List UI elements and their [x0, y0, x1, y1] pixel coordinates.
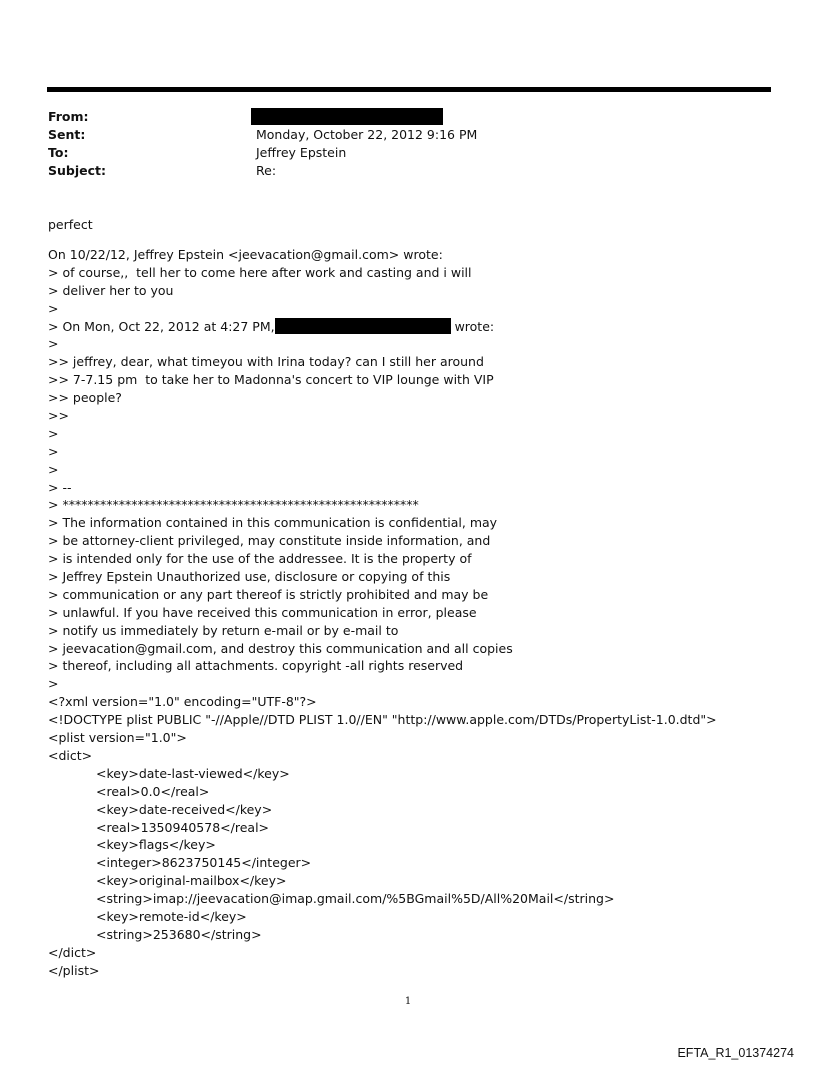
xml-line: <key>remote-id</key>: [96, 908, 247, 924]
body-line: On 10/22/12, Jeffrey Epstein <jeevacation@gmail.com> wrote:: [48, 247, 443, 262]
header-rule: [47, 87, 771, 92]
body-line: > *********************************************************: [48, 497, 419, 513]
xml-line: <key>flags</key>: [96, 837, 216, 853]
from-label: From:: [48, 109, 89, 124]
xml-line: <dict>: [48, 747, 93, 763]
body-line: > --: [48, 479, 72, 495]
body-line: > Jeffrey Epstein Unauthorized use, disclosure or copying of this: [48, 569, 451, 585]
body-line: >: [48, 443, 59, 459]
body-line: >: [48, 676, 59, 692]
document-id: EFTA_R1_01374274: [677, 1046, 794, 1060]
xml-line: <plist version="1.0">: [48, 730, 187, 746]
subject-label: Subject:: [48, 163, 106, 178]
redacted-line-suffix: wrote:: [450, 318, 495, 334]
redacted-quote-line: [48, 318, 788, 336]
xml-line: <!DOCTYPE plist PUBLIC "-//Apple//DTD PLIST 1.0//EN" "http://www.apple.com/DTDs/PropertyList-1.0.dtd">: [48, 712, 717, 728]
to-value: Jeffrey Epstein: [256, 145, 347, 160]
xml-line: <key>date-last-viewed</key>: [96, 765, 290, 781]
body-line: > jeevacation@gmail.com, and destroy this communication and all copies: [48, 640, 513, 656]
xml-line: <real>0.0</real>: [96, 783, 210, 799]
sender-redaction: [275, 318, 451, 334]
xml-line: <key>date-received</key>: [96, 801, 273, 817]
body-line: >: [48, 425, 59, 441]
body-line: > is intended only for the use of the addressee. It is the property of: [48, 551, 472, 567]
xml-line: <string>253680</string>: [96, 926, 262, 942]
body-line: >> people?: [48, 390, 122, 406]
body-line: >> jeffrey, dear, what timeyou with Irina today? can I still her around: [48, 354, 484, 370]
body-line: > thereof, including all attachments. copyright -all rights reserved: [48, 658, 464, 674]
xml-line: <key>original-mailbox</key>: [96, 873, 287, 889]
xml-line: <real>1350940578</real>: [96, 819, 270, 835]
body-line: >>: [48, 408, 69, 424]
sent-label: Sent:: [48, 127, 86, 142]
xml-line: </plist>: [48, 962, 100, 978]
xml-line: <integer>8623750145</integer>: [96, 855, 312, 871]
body-line: > be attorney-client privileged, may constitute inside information, and: [48, 533, 491, 549]
greeting-text: perfect: [48, 217, 93, 232]
body-line: > notify us immediately by return e-mail or by e-mail to: [48, 622, 399, 638]
xml-line: <string>imap://jeevacation@imap.gmail.com/%5BGmail%5D/All%20Mail</string>: [96, 891, 615, 907]
body-line: >: [48, 336, 59, 352]
sent-value: Monday, October 22, 2012 9:16 PM: [256, 127, 478, 142]
body-line: > unlawful. If you have received this communication in error, please: [48, 604, 477, 620]
xml-line: </dict>: [48, 944, 97, 960]
redacted-line-prefix: > On Mon, Oct 22, 2012 at 4:27 PM,: [48, 318, 275, 334]
email-body: [48, 246, 788, 980]
subject-value: Re:: [256, 163, 277, 178]
body-line: >: [48, 461, 59, 477]
body-line: > deliver her to you: [48, 282, 174, 298]
body-line: > of course,, tell her to come here after work and casting and i will: [48, 264, 472, 280]
page-number: 1: [404, 996, 412, 1007]
xml-line: <?xml version="1.0" encoding="UTF-8"?>: [48, 694, 317, 710]
body-line: > The information contained in this communication is confidential, may: [48, 515, 498, 531]
body-line: > communication or any part thereof is strictly prohibited and may be: [48, 586, 489, 602]
to-label: To:: [48, 145, 69, 160]
from-redaction: [251, 108, 443, 125]
body-line: >: [48, 300, 59, 316]
body-line: >> 7-7.15 pm to take her to Madonna's concert to VIP lounge with VIP: [48, 372, 494, 388]
